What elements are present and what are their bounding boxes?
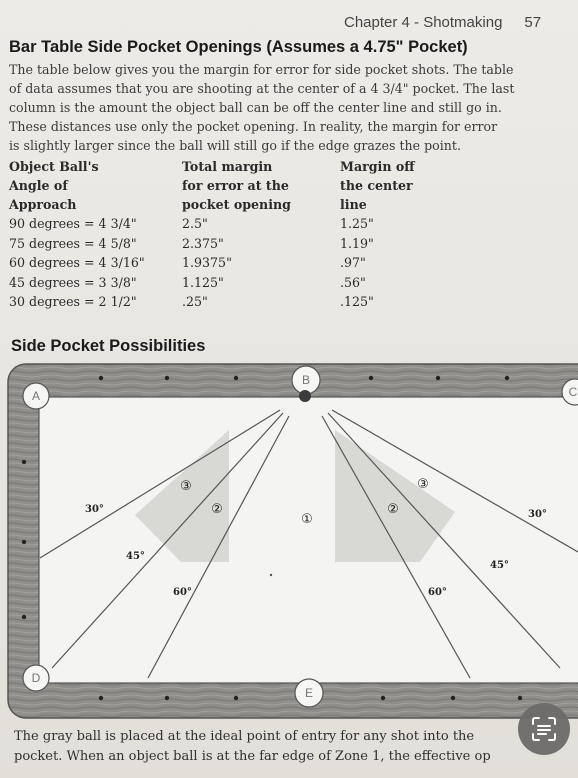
angle-label: 60° <box>428 587 447 598</box>
pocket-label: C <box>568 385 578 399</box>
table-cell: 90 degrees = 4 3/4" <box>9 216 137 231</box>
table-row <box>9 253 460 273</box>
column-header-angle <box>9 157 182 214</box>
table-cell: .97" <box>340 255 366 270</box>
angle-label: 45° <box>126 551 145 562</box>
rail-diamond <box>99 696 103 700</box>
scan-text-icon <box>530 715 558 743</box>
zone-label: ② <box>211 502 223 517</box>
rail-diamond <box>165 376 169 380</box>
pocket-label: D <box>31 671 41 685</box>
header-line: Approach <box>9 197 77 212</box>
rail-diamond <box>22 540 26 544</box>
header-line: for error at the <box>182 178 289 193</box>
table-cell: 1.25" <box>340 216 374 231</box>
rail-diamond <box>234 696 238 700</box>
rail-diamond <box>165 696 169 700</box>
chapter-header <box>344 14 541 31</box>
table-cell: 45 degrees = 3 3/8" <box>9 274 137 290</box>
rail-diamond <box>436 376 440 380</box>
table-cell: .25" <box>182 294 208 309</box>
column-header-center-margin <box>340 157 460 214</box>
table-cell: .125" <box>340 294 374 309</box>
section-heading: Bar Table Side Pocket Openings (Assumes a 4.75" Pocket) <box>9 38 468 56</box>
pocket-label: B <box>301 373 311 387</box>
intro-line: The table below gives you the margin for error for side pocket shots. The table <box>9 62 514 77</box>
table-cell: 2.5" <box>182 216 208 231</box>
table-row <box>9 292 460 312</box>
angle-label: 30° <box>528 509 547 520</box>
header-line: Margin off <box>340 159 415 174</box>
column-header-total-margin <box>182 157 340 214</box>
zone-label: ③ <box>417 477 429 492</box>
rail-diamond <box>381 696 385 700</box>
rail-diamond <box>22 615 26 619</box>
rail-diamond <box>99 376 103 380</box>
rail-diamond <box>518 696 522 700</box>
table-cell: 1.125" <box>182 274 224 290</box>
table-row <box>9 234 460 254</box>
rail-diamond <box>369 376 373 380</box>
angle-label: 60° <box>173 587 192 598</box>
center-mark <box>270 574 272 576</box>
table-header-row <box>9 157 460 214</box>
intro-paragraph <box>9 60 578 155</box>
rail-diamond <box>451 696 455 700</box>
header-line: line <box>340 197 367 212</box>
chapter-title: Chapter 4 - Shotmaking <box>344 14 503 31</box>
table-cell: 60 degrees = 4 3/16" <box>9 255 145 270</box>
header-line: the center <box>340 178 413 193</box>
table-cell: .56" <box>340 274 366 290</box>
table-cell: 75 degrees = 4 5/8" <box>9 235 137 251</box>
table-row <box>9 273 460 293</box>
zone-label: ② <box>387 502 399 517</box>
header-line: pocket opening <box>182 197 291 212</box>
table-cell: 30 degrees = 2 1/2" <box>9 294 137 309</box>
rail-diamond <box>22 460 26 464</box>
header-line: Angle of <box>9 178 68 193</box>
header-line: Total margin <box>182 159 273 174</box>
intro-line: column is the amount the object ball can be off the center line and still go in. <box>9 100 502 115</box>
table-felt <box>39 397 578 683</box>
table-cell: 1.9375" <box>182 255 232 270</box>
rail-diamond <box>234 376 238 380</box>
header-line: Object Ball's <box>9 159 99 174</box>
angle-label: 45° <box>490 560 509 571</box>
angle-label: 30° <box>85 504 104 515</box>
rail-diamond <box>505 376 509 380</box>
gray-ball <box>299 390 311 402</box>
caption-line: pocket. When an object ball is at the far edge of Zone 1, the effective op <box>14 749 491 764</box>
pocket-label: E <box>304 686 314 700</box>
page-number: 57 <box>524 14 542 31</box>
table-cell: 1.19" <box>340 235 374 251</box>
pocket-margin-table <box>9 157 460 312</box>
pool-table-diagram <box>0 362 578 724</box>
pocket-label: A <box>31 389 41 403</box>
intro-line: is slightly larger since the ball will still go if the edge grazes the point. <box>9 138 461 153</box>
zone-label: ① <box>301 512 313 527</box>
intro-line: of data assumes that you are shooting at the center of a 4 3/4" pocket. The last <box>9 81 515 96</box>
caption-line: The gray ball is placed at the ideal point of entry for any shot into the <box>14 729 475 744</box>
diagram-heading: Side Pocket Possibilities <box>11 337 206 355</box>
table-cell: 2.375" <box>182 235 224 251</box>
scan-text-button[interactable] <box>518 703 570 755</box>
table-row <box>9 214 460 234</box>
intro-line: These distances use only the pocket opening. In reality, the margin for error <box>9 119 498 134</box>
zone-label: ③ <box>180 479 192 494</box>
caption-paragraph <box>14 727 578 767</box>
